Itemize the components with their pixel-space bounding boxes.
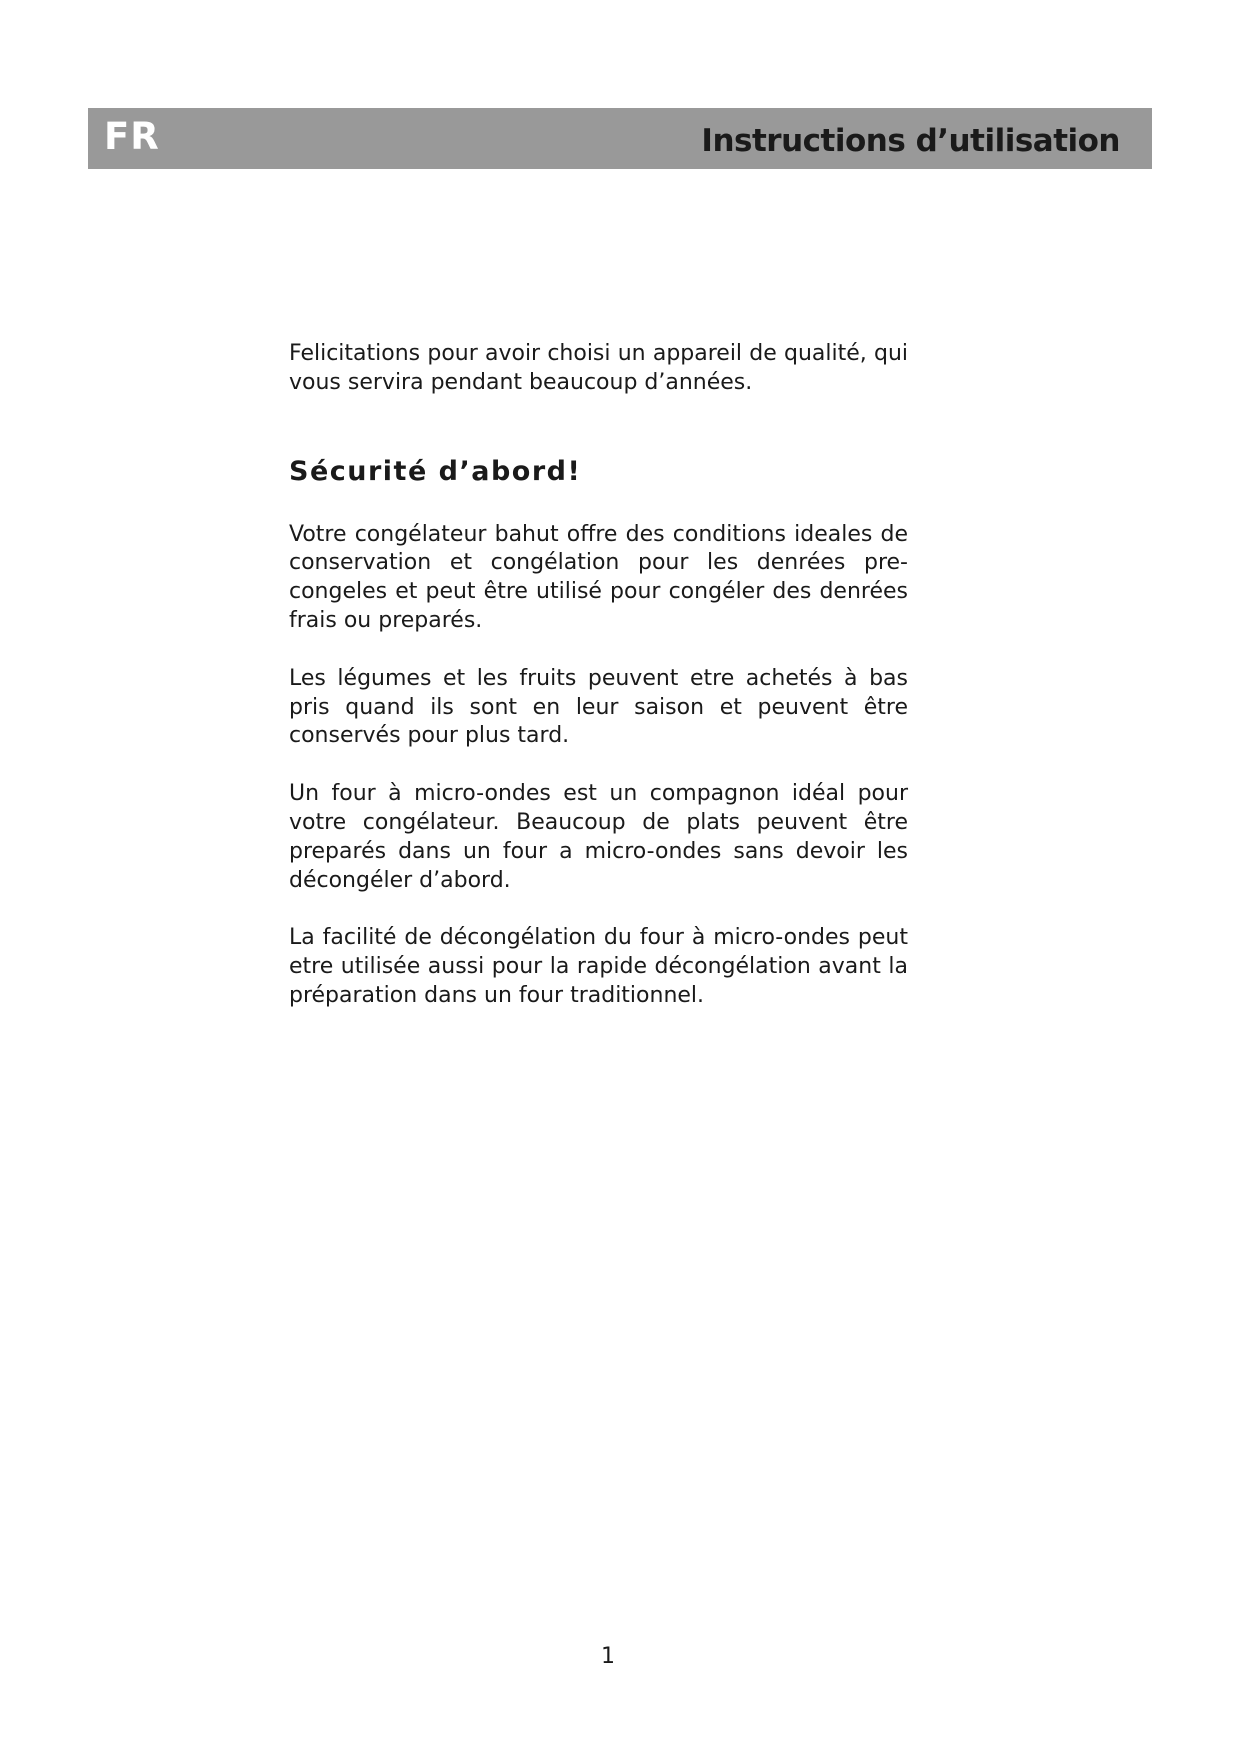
body-paragraph: Les légumes et les fruits peuvent etre achetés à bas pris quand ils sont en leur saison et peuvent être conservés pour plus tard. [289,665,908,749]
section-heading: Sécurité d’abord! [289,455,582,487]
header-bar [88,108,1152,169]
main-content [289,340,908,1040]
language-code: FR [104,115,160,158]
intro-paragraph: Felicitations pour avoir choisi un appareil de qualité, qui vous servira pendant beaucoup d’années. [289,341,908,395]
document-title: Instructions d’utilisation [701,123,1120,159]
body-paragraph: La facilité de décongélation du four à micro-ondes peut etre utilisée aussi pour la rapide décongélation avant la préparation dans un four traditionnel. [289,925,908,1008]
body-paragraph: Votre congélateur bahut offre des conditions ideales de conservation et congélation pour les denrées pre-congeles et peut être utilisé pour congéler des denrées frais ou preparés. [289,521,908,633]
page-number: 1 [601,1644,615,1669]
body-paragraph: Un four à micro-ondes est un compagnon idéal pour votre congélateur. Beaucoup de plats peuvent être preparés dans un four a micro-ondes sans devoir les décongéler d’abord. [289,781,908,893]
